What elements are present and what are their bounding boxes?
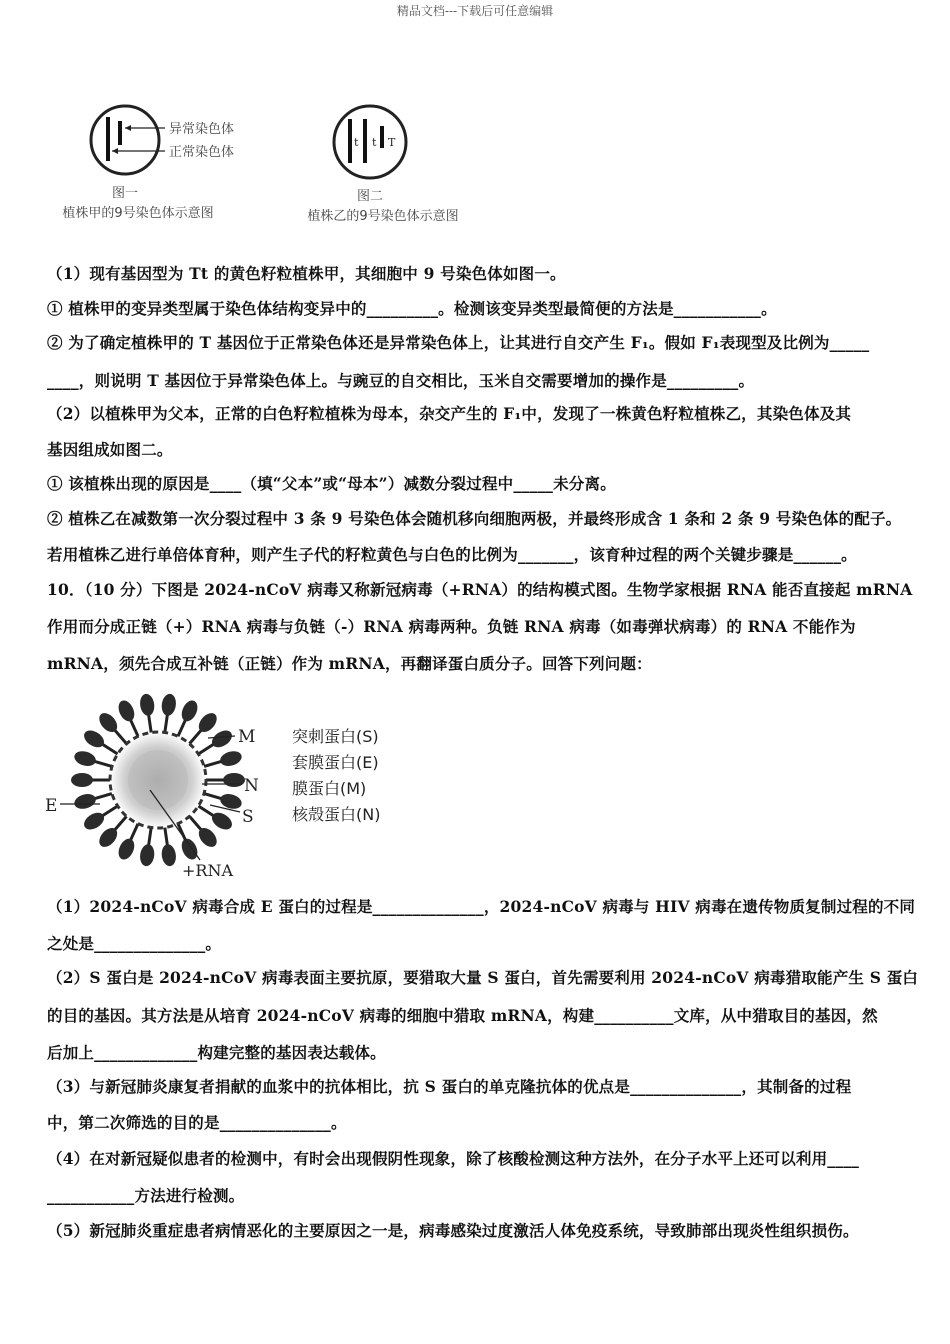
- question-10-part-3-cont: 中，第二次筛选的目的是______________。: [47, 1113, 347, 1132]
- question-9-part-2-cont: 基因组成如图二。: [47, 440, 173, 459]
- spike-head: [115, 698, 137, 724]
- label-N: N: [244, 776, 259, 796]
- question-10-part-4: （4）在对新冠疑似患者的检测中，有时会出现假阴性现象，除了核酸检测这种方法外，在分子水平上还可以利用____: [47, 1149, 860, 1168]
- coronavirus-structure-diagram: [40, 680, 420, 880]
- spike-head: [139, 843, 156, 867]
- spike-head: [179, 698, 201, 724]
- spike-head: [160, 843, 177, 867]
- question-10-part-5: （5）新冠肺炎重症患者病情恶化的主要原因之一是，病毒感染过度激活人体免疫系统，导致肺部出现炎性组织损伤。: [47, 1221, 859, 1240]
- label-rna: +RNA: [182, 861, 234, 880]
- figure-2-title: 图二: [356, 189, 384, 204]
- question-9-1-item-2-cont: ____，则说明 T 基因位于异常染色体上。与豌豆的自交相比，玉米自交需要增加的操作是_________。: [47, 371, 755, 390]
- spike-head: [115, 836, 137, 862]
- spike-head: [209, 809, 235, 833]
- abnormal-chromosome-label: 异常染色体: [169, 122, 235, 137]
- question-10-part-4-cont: ___________方法进行检测。: [47, 1186, 245, 1205]
- legend-envelope-protein: 套膜蛋白(E): [292, 753, 379, 772]
- legend-nucleocapsid-protein: 核殻蛋白(N): [292, 805, 381, 824]
- label-E: E: [45, 796, 58, 816]
- question-9-2-item-1: ① 该植株出现的原因是____（填“父本”或“母本”）减数分裂过程中_____未分离。: [47, 474, 616, 493]
- allele-T: T: [388, 136, 396, 149]
- question-9-2-item-2: ② 植株乙在减数第一次分裂过程中 3 条 9 号染色体会随机移向细胞两极，并最终形成含 1 条和 2 条 9 号染色体的配子。: [47, 509, 902, 528]
- figure-1-title: 图一: [111, 186, 139, 201]
- spike-head: [81, 809, 107, 833]
- label-S: S: [242, 807, 254, 827]
- question-10-intro: 10．（10 分）下图是 2024-nCoV 病毒又称新冠病毒（+RNA）的结构模式图。生物学家根据 RNA 能否直接起 mRNA: [47, 580, 913, 599]
- figure-2-chromosome-diagram: [300, 102, 480, 227]
- allele-t-2: t: [372, 136, 377, 149]
- question-9-2-item-2-cont: 若用植株乙进行单倍体育种，则产生子代的籽粒黄色与白色的比例为_______，该育种过程的两个关键步骤是______。: [47, 545, 857, 564]
- question-9-part-1: （1）现有基因型为 Tt 的黄色籽粒植株甲，其细胞中 9 号染色体如图一。: [47, 264, 566, 283]
- spike-head: [73, 749, 98, 769]
- label-M: M: [238, 727, 256, 747]
- figure-2-caption: 植株乙的9号染色体示意图: [307, 209, 459, 224]
- question-10-part-2-cont-2: 后加上_____________构建完整的基因表达载体。: [47, 1043, 386, 1062]
- question-10-part-2: （2）S 蛋白是 2024-nCoV 病毒表面主要抗原，要猎取大量 S 蛋白，首先需要利用 2024-nCoV 病毒猎取能产生 S 蛋白: [47, 968, 919, 987]
- spike-head: [71, 773, 93, 787]
- spike-head: [179, 836, 201, 862]
- figure-1-chromosome-diagram: [55, 100, 275, 225]
- page-header: 精品文档---下载后可任意编辑: [396, 4, 554, 18]
- spike-head: [73, 792, 98, 812]
- legend-membrane-protein: 膜蛋白(M): [292, 779, 367, 798]
- question-9-part-2: （2）以植株甲为父本，正常的白色籽粒植株为母本，杂交产生的 F₁中，发现了一株黄色籽粒植株乙，其染色体及其: [47, 404, 852, 423]
- spike-head: [160, 693, 177, 717]
- question-10-part-3: （3）与新冠肺炎康复者捐献的血浆中的抗体相比，抗 S 蛋白的单克隆抗体的优点是______________，其制备的过程: [47, 1077, 852, 1096]
- normal-chromosome-label: 正常染色体: [169, 145, 235, 160]
- spike-head: [139, 693, 156, 717]
- question-10-intro-cont-2: mRNA，须先合成互补链（正链）作为 mRNA，再翻译蛋白质分子。回答下列问题：: [47, 654, 652, 673]
- spike-head: [209, 727, 235, 751]
- question-10-part-1-cont: 之处是______________。: [47, 934, 222, 953]
- question-10-part-1: （1）2024-nCoV 病毒合成 E 蛋白的过程是______________，2024-nCoV 病毒与 HIV 病毒在遗传物质复制过程的不同: [47, 897, 916, 916]
- allele-t-1: t: [354, 136, 359, 149]
- question-9-1-item-2: ② 为了确定植株甲的 T 基因位于正常染色体还是异常染色体上，让其进行自交产生 F₁。假如 F₁表现型及比例为_____: [47, 333, 870, 352]
- question-10-part-2-cont-1: 的目的基因。其方法是从培育 2024-nCoV 病毒的细胞中猎取 mRNA，构建__________文库，从中猎取目的基因，然: [47, 1006, 878, 1025]
- question-9-1-item-1: ① 植株甲的变异类型属于染色体结构变异中的_________。检测该变异类型最简便的方法是___________。: [47, 299, 777, 318]
- spike-head: [81, 727, 107, 751]
- spike-head: [218, 749, 243, 769]
- spike-head: [223, 773, 245, 787]
- legend-spike-protein: 突刺蛋白(S): [292, 727, 379, 746]
- question-10-intro-cont-1: 作用而分成正链（+）RNA 病毒与负链（-）RNA 病毒两种。负链 RNA 病毒（如毒弹状病毒）的 RNA 不能作为: [47, 617, 856, 636]
- figure-1-caption: 植株甲的9号染色体示意图: [62, 206, 214, 221]
